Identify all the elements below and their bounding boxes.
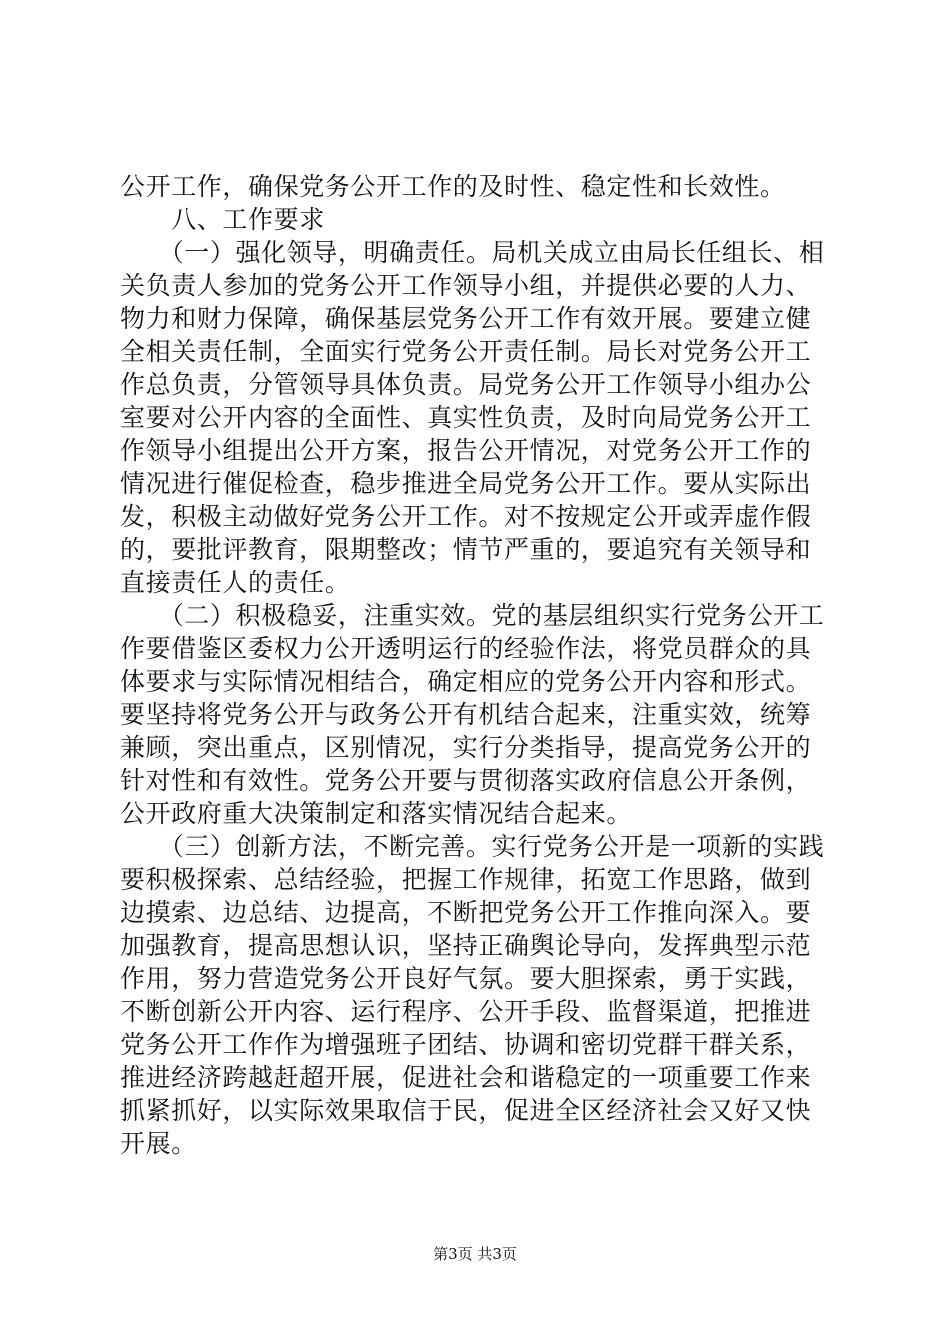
document-body [120, 170, 840, 1160]
text-line: 作要借鉴区委权力公开透明运行的经验作法，将党员群众的具 [120, 634, 812, 663]
text-line: 全相关责任制，全面实行党务公开责任制。局长对党务公开工 [120, 337, 812, 366]
text-line: 公开政府重大决策制定和落实情况结合起来。 [120, 799, 633, 828]
text-line: 党务公开工作作为增强班子团结、协调和密切党群干群关系， [120, 1030, 812, 1059]
text-line: 要坚持将党务公开与政务公开有机结合起来，注重实效，统筹 [120, 700, 812, 729]
section-heading: 八、工作要求 [120, 205, 325, 234]
text-line: （三）创新方法，不断完善。实行党务公开是一项新的实践 [120, 832, 825, 861]
text-line: （一）强化领导，明确责任。局机关成立由局长任组长、相 [120, 238, 825, 267]
text-line: 物力和财力保障，确保基层党务公开工作有效开展。要建立健 [120, 304, 812, 333]
text-line: 针对性和有效性。党务公开要与贯彻落实政府信息公开条例， [120, 766, 812, 795]
text-line: 公开工作，确保党务公开工作的及时性、稳定性和长效性。 [120, 172, 786, 201]
text-line: 不断创新公开内容、运行程序、公开手段、监督渠道，把推进 [120, 997, 812, 1026]
page-number-footer: 第3页 共3页 [433, 1245, 517, 1263]
text-line: （二）积极稳妥，注重实效。党的基层组织实行党务公开工 [120, 601, 825, 630]
text-line: 关负责人参加的党务公开工作领导小组，并提供必要的人力、 [120, 271, 812, 300]
text-line: 发，积极主动做好党务公开工作。对不按规定公开或弄虚作假 [120, 502, 812, 531]
text-line: 推进经济跨越赶超开展，促进社会和谐稳定的一项重要工作来 [120, 1063, 812, 1092]
text-line: 加强教育，提高思想认识，坚持正确舆论导向，发挥典型示范 [120, 931, 812, 960]
text-line: 的，要批评教育，限期整改；情节严重的，要追究有关领导和 [120, 535, 812, 564]
text-line: 要积极探索、总结经验，把握工作规律，拓宽工作思路，做到 [120, 865, 812, 894]
text-line: 作用，努力营造党务公开良好气氛。要大胆探索，勇于实践， [120, 964, 812, 993]
text-line: 情况进行催促检查，稳步推进全局党务公开工作。要从实际出 [120, 469, 812, 498]
text-line: 开展。 [120, 1129, 197, 1158]
text-line: 体要求与实际情况相结合，确定相应的党务公开内容和形式。 [120, 667, 812, 696]
text-line: 兼顾，突出重点，区别情况，实行分类指导，提高党务公开的 [120, 733, 812, 762]
text-line: 作领导小组提出公开方案，报告公开情况，对党务公开工作的 [120, 436, 812, 465]
text-line: 作总负责，分管领导具体负责。局党务公开工作领导小组办公 [120, 370, 812, 399]
text-line: 直接责任人的责任。 [120, 568, 351, 597]
text-line: 室要对公开内容的全面性、真实性负责，及时向局党务公开工 [120, 403, 812, 432]
text-line: 抓紧抓好，以实际效果取信于民，促进全区经济社会又好又快 [120, 1096, 812, 1125]
text-line: 边摸索、边总结、边提高，不断把党务公开工作推向深入。要 [120, 898, 812, 927]
